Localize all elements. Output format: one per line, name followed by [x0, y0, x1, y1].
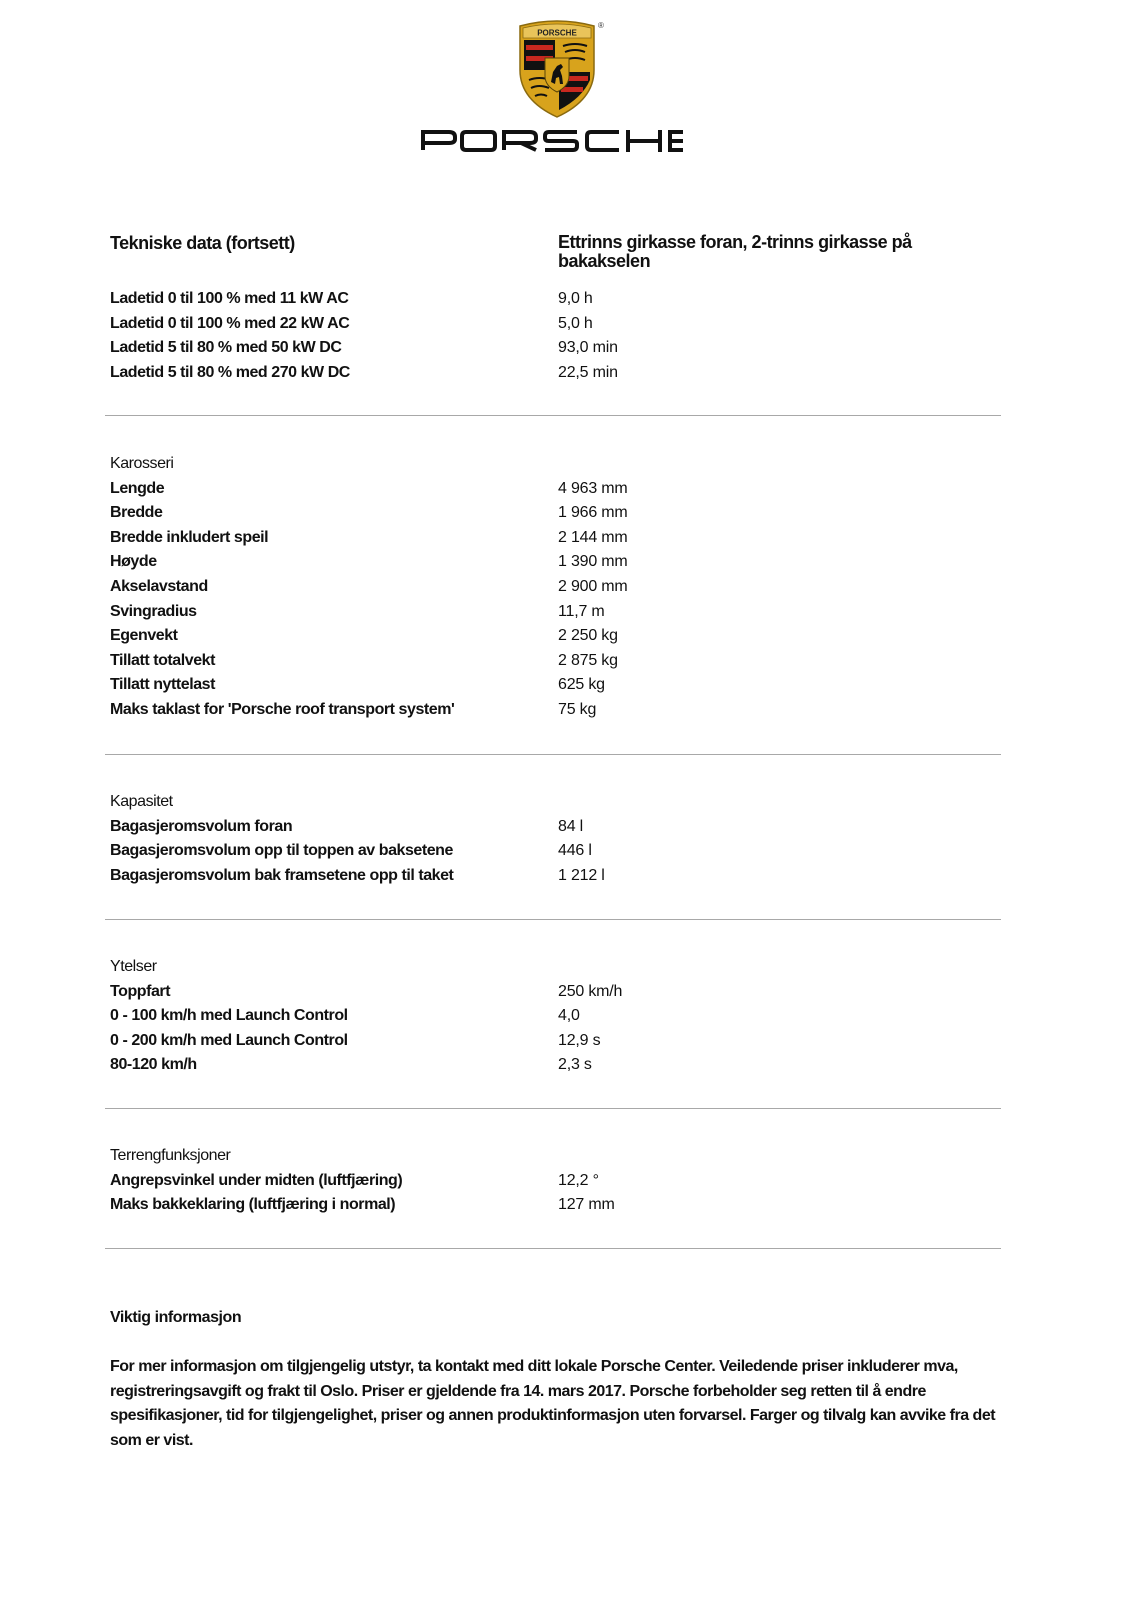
- brand-header: [0, 18, 1121, 158]
- spec-value: 2 875 kg: [558, 651, 618, 669]
- spec-row: [110, 575, 1010, 600]
- section-divider: [105, 415, 1001, 416]
- ytelser-section: [110, 955, 1010, 1078]
- charging-times-list: [110, 287, 1010, 385]
- spec-row: [110, 1193, 1010, 1218]
- spec-row: [110, 673, 1010, 698]
- spec-value: 75 kg: [558, 700, 597, 718]
- spec-value: 1 212 l: [558, 866, 605, 884]
- spec-label: 0 - 200 km/h med Launch Control: [110, 1031, 348, 1049]
- spec-value: 625 kg: [558, 676, 605, 694]
- spec-value: 4 963 mm: [558, 479, 628, 497]
- spec-label: Bagasjeromsvolum foran: [110, 817, 293, 835]
- spec-label: Toppfart: [110, 982, 171, 1000]
- spec-label: Tillatt nyttelast: [110, 676, 215, 694]
- spec-label: Ladetid 5 til 80 % med 270 kW DC: [110, 363, 350, 381]
- spec-row: [110, 477, 1010, 502]
- spec-row: [110, 1169, 1010, 1194]
- spec-label: Bredde inkludert speil: [110, 528, 269, 546]
- spec-label: Egenvekt: [110, 627, 178, 645]
- spec-label: Høyde: [110, 553, 157, 571]
- spec-row: [110, 600, 1010, 625]
- spec-row: [110, 698, 1010, 723]
- spec-value: 22,5 min: [558, 363, 618, 381]
- tech-section-title: Tekniske data (fortsett): [110, 233, 295, 253]
- spec-value: 1 390 mm: [558, 553, 628, 571]
- section-divider: [105, 1108, 1001, 1109]
- spec-label: Tillatt totalvekt: [110, 651, 215, 669]
- crest-text: PORSCHE: [537, 28, 577, 38]
- spec-value: 84 l: [558, 817, 583, 835]
- spec-row: [110, 649, 1010, 674]
- spec-value: 9,0 h: [558, 290, 593, 307]
- spec-label: Maks taklast for 'Porsche roof transport system': [110, 700, 455, 718]
- spec-row: [110, 287, 1010, 312]
- spec-row: [110, 1053, 1010, 1078]
- spec-label: Bagasjeromsvolum opp til toppen av baksetene: [110, 842, 453, 860]
- section-title: Terrengfunksjoner: [110, 1147, 231, 1164]
- spec-row: [110, 526, 1010, 551]
- spec-row: [110, 1029, 1010, 1054]
- spec-value: 2 144 mm: [558, 528, 628, 546]
- spec-row: [110, 839, 1010, 864]
- spec-label: Ladetid 0 til 100 % med 22 kW AC: [110, 314, 350, 332]
- kapasitet-section: [110, 790, 1010, 888]
- registered-mark: ®: [598, 21, 604, 30]
- karosseri-section: [110, 452, 1010, 723]
- spec-label: Ladetid 0 til 100 % med 11 kW AC: [110, 290, 349, 307]
- section-title: Ytelser: [110, 958, 157, 975]
- spec-value: 127 mm: [558, 1196, 615, 1214]
- section-title: Kapasitet: [110, 793, 173, 810]
- spec-label: 0 - 100 km/h med Launch Control: [110, 1007, 348, 1025]
- gearbox-value: Ettrinns girkasse foran, 2-trinns girkasse på bakakselen: [558, 232, 912, 271]
- important-info-text: For mer informasjon om tilgjengelig utstyr, ta kontakt med ditt lokale Porsche Center. Veiledende priser inkluderer mva, registreringsavgift og frakt til Oslo. Priser er gjeldende fra 14. mars 2017. Porsche forbeholder seg retten til å endre spesifikasjoner, tid for tilgjengelighet, priser og annen produktinformasjon uten forvarsel. Farger og tilvalg kan avvike fra det som er vist.: [110, 1358, 996, 1449]
- spec-label: Maks bakkeklaring (luftfjæring i normal): [110, 1196, 396, 1214]
- section-divider: [105, 1248, 1001, 1249]
- spec-value: 250 km/h: [558, 982, 623, 1000]
- spec-row: [110, 550, 1010, 575]
- spec-label: Akselavstand: [110, 577, 208, 595]
- spec-label: Lengde: [110, 479, 165, 497]
- spec-label: 80-120 km/h: [110, 1056, 197, 1074]
- spec-value: 2,3 s: [558, 1056, 592, 1074]
- spec-value: 11,7 m: [558, 602, 605, 620]
- spec-value: 2 250 kg: [558, 627, 618, 645]
- spec-label: Svingradius: [110, 602, 197, 620]
- porsche-wordmark-logo: [421, 130, 685, 152]
- spec-value: 5,0 h: [558, 314, 593, 332]
- spec-label: Ladetid 5 til 80 % med 50 kW DC: [110, 339, 342, 357]
- spec-row: [110, 815, 1010, 840]
- spec-row: [110, 501, 1010, 526]
- porsche-crest-logo: [517, 18, 597, 118]
- spec-row: [110, 312, 1010, 337]
- spec-label: Angrepsvinkel under midten (luftfjæring): [110, 1171, 403, 1189]
- spec-label: Bredde: [110, 504, 163, 522]
- spec-value: 4,0: [558, 1007, 580, 1025]
- spec-label: Bagasjeromsvolum bak framsetene opp til taket: [110, 866, 454, 884]
- spec-value: 2 900 mm: [558, 577, 628, 595]
- section-divider: [105, 754, 1001, 755]
- section-divider: [105, 919, 1001, 920]
- spec-row: [110, 980, 1010, 1005]
- spec-row: [110, 624, 1010, 649]
- spec-value: 446 l: [558, 842, 592, 860]
- section-title: Karosseri: [110, 455, 174, 472]
- spec-value: 1 966 mm: [558, 504, 628, 522]
- spec-value: 12,9 s: [558, 1031, 601, 1049]
- terreng-section: [110, 1144, 1010, 1218]
- spec-row: [110, 336, 1010, 361]
- spec-value: 93,0 min: [558, 339, 618, 357]
- spec-value: 12,2 °: [558, 1171, 599, 1189]
- spec-row: [110, 1004, 1010, 1029]
- spec-row: [110, 864, 1010, 889]
- important-info-title: Viktig informasjon: [110, 1309, 242, 1326]
- spec-row: [110, 361, 1010, 386]
